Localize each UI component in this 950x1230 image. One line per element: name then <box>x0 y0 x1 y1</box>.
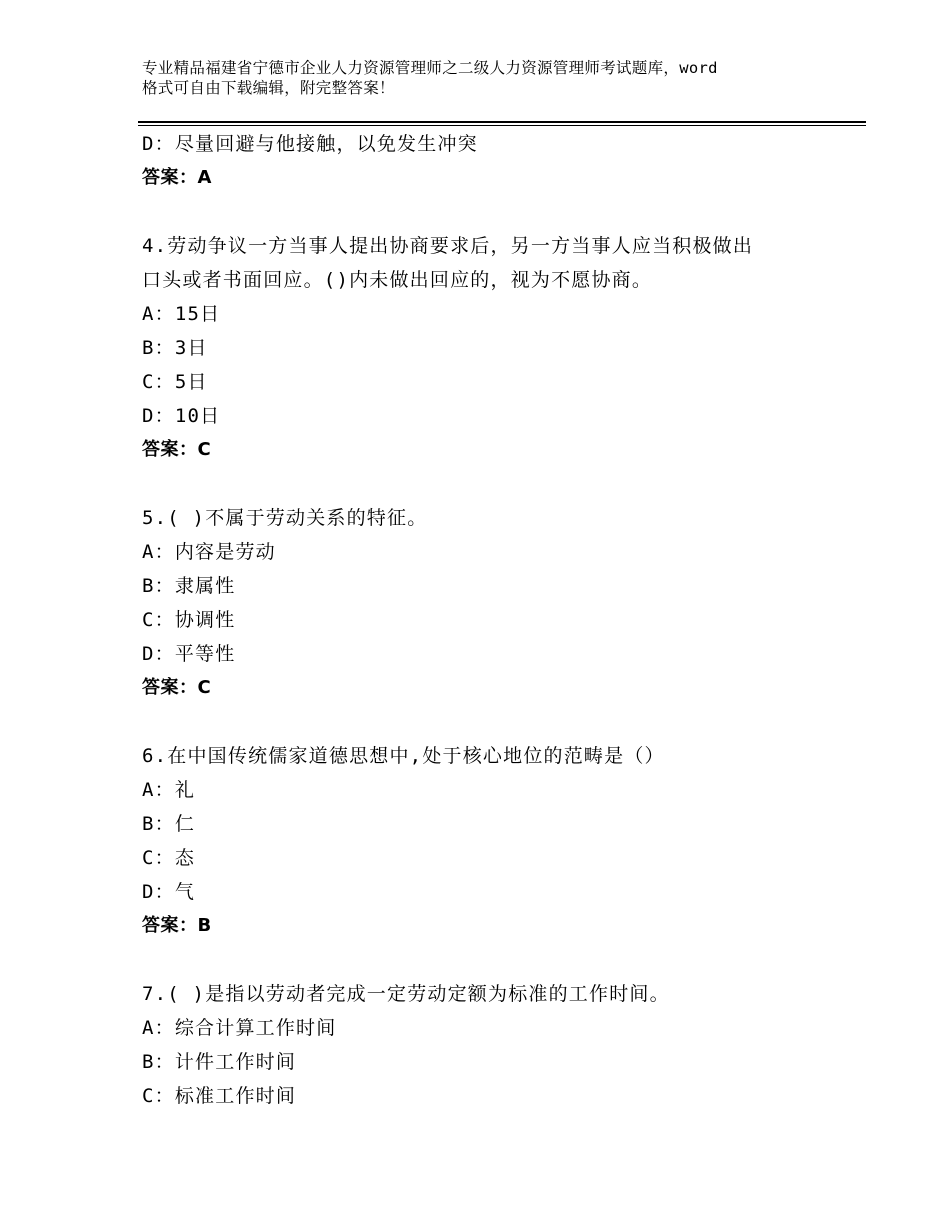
answer-label: 答案：A <box>142 167 212 188</box>
spacer <box>142 705 862 739</box>
header-divider-thin <box>138 125 866 126</box>
option-d: D：气 <box>142 881 196 903</box>
option-b: B：仁 <box>142 813 196 835</box>
answer-label: 答案：C <box>142 439 212 460</box>
spacer <box>142 467 862 501</box>
spacer <box>142 195 862 229</box>
option-d: D：平等性 <box>142 643 236 665</box>
option-a: A：15日 <box>142 303 221 325</box>
question-block-4 <box>142 229 862 467</box>
option-c: C：5日 <box>142 371 208 393</box>
option-c: C：标准工作时间 <box>142 1085 297 1107</box>
header-title-line-2: 格式可自由下载编辑，附完整答案！ <box>142 79 395 97</box>
answer-label: 答案：B <box>142 915 212 936</box>
question-block-5 <box>142 501 862 705</box>
option-b: B：隶属性 <box>142 575 236 597</box>
option-b: B：计件工作时间 <box>142 1051 297 1073</box>
option-c: C：态 <box>142 847 196 869</box>
option-a: A：内容是劳动 <box>142 541 276 563</box>
option-d: D：10日 <box>142 405 221 427</box>
header-divider-thick <box>138 121 866 123</box>
answer-label: 答案：C <box>142 677 212 698</box>
question-stem: 4.劳动争议一方当事人提出协商要求后，另一方当事人应当积极做出 <box>142 235 754 257</box>
question-block-6 <box>142 739 862 943</box>
question-list <box>142 127 862 1113</box>
option-c: C：协调性 <box>142 609 236 631</box>
header-title-line-1: 专业精品福建省宁德市企业人力资源管理师之二级人力资源管理师考试题库，word <box>142 59 718 77</box>
question-stem-continued: 口头或者书面回应。()内未做出回应的，视为不愿协商。 <box>142 269 653 291</box>
question-block-7 <box>142 977 862 1113</box>
question-stem: 5.( )不属于劳动关系的特征。 <box>142 507 428 529</box>
option-b: B：3日 <box>142 337 208 359</box>
page-header <box>142 58 842 98</box>
option-d: D：尽量回避与他接触，以免发生冲突 <box>142 133 478 155</box>
question-block-3 <box>142 127 862 195</box>
option-a: A：综合计算工作时间 <box>142 1017 337 1039</box>
option-a: A：礼 <box>142 779 196 801</box>
spacer <box>142 943 862 977</box>
question-stem: 7.( )是指以劳动者完成一定劳动定额为标准的工作时间。 <box>142 983 670 1005</box>
question-stem: 6.在中国传统儒家道德思想中,处于核心地位的范畴是（） <box>142 745 665 767</box>
